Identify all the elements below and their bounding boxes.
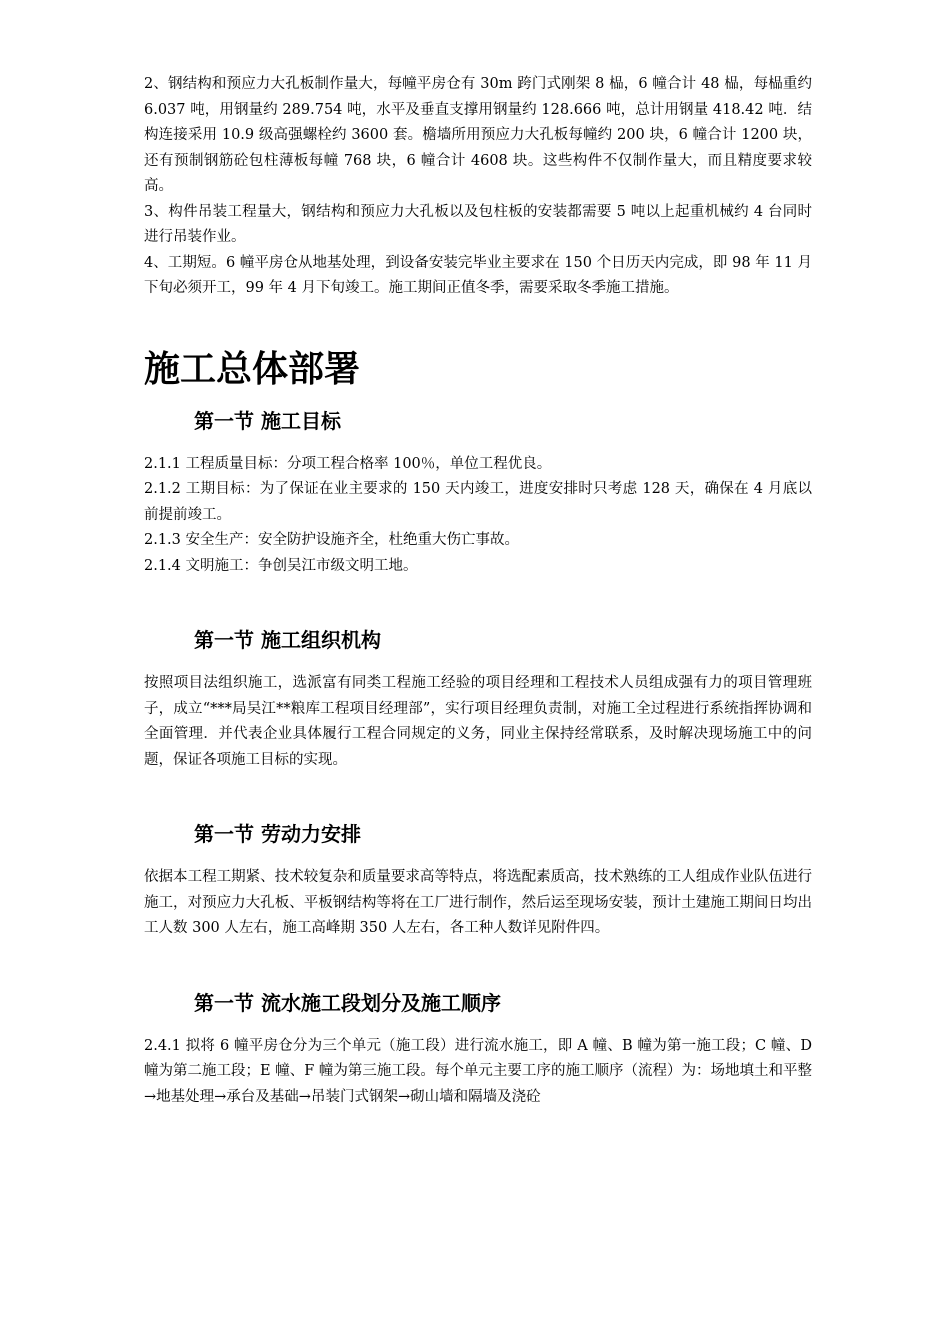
section-title-flow: 第一节 流水施工段划分及施工顺序 [194,990,501,1015]
goal-quality: 2.1.1 工程质量目标：分项工程合格率 100％，单位工程优良。 [144,455,552,472]
section-organization [144,625,812,773]
intro-paragraph-2: 2、钢结构和预应力大孔板制作量大，每幢平房仓有 30m 跨门式刚架 8 榀，6 幢合计 48 榀，每榀重约 6.037 吨，用钢量约 289.754 吨，水平及垂直支撑用钢量约 128.666 吨，总计用钢量 418.42 吨．结构连接采用 10.9 级高强螺栓约 3600 套。檐墙所用预应力大孔板每幢约 200 块，6 幢合计 1200 块，还有预制钢筋砼包柱薄板每幢 768 块，6 幢合计 4608 块。这些构件不仅制作量大，而且精度要求较高。 [144,76,812,194]
organization-paragraph: 按照项目法组织施工，选派富有同类工程施工经验的项目经理和工程技术人员组成强有力的项目管理班子，成立“***局吴江**粮库工程项目经理部”，实行项目经理负责制，对施工全过程进行系统指挥协调和全面管理．并代表企业具体履行工程合同规定的义务，同业主保持经常联系，及时解决现场施工中的问题，保证各项施工目标的实现。 [144,675,812,768]
intro-block [144,72,812,302]
goal-safety: 2.1.3 安全生产：安全防护设施齐全，杜绝重大伤亡事故。 [144,532,520,548]
section-title-organization: 第一节 施工组织机构 [194,628,381,652]
section-goals [144,406,812,580]
intro-paragraph-3: 3、构件吊装工程量大，钢结构和预应力大孔板以及包柱板的安装都需要 5 吨以上起重机械约 4 台同时进行吊装作业。 [144,203,812,245]
goal-schedule: 2.1.2 工期目标：为了保证在业主要求的 150 天内竣工，进度安排时只考虑 128 天，确保在 4 月底以前提前竣工。 [144,481,812,523]
labor-paragraph: 依据本工程工期紧、技术较复杂和质量要求高等特点，将选配素质高，技术熟练的工人组成作业队伍进行施工，对预应力大孔板、平板钢结构等将在工厂进行制作，然后运至现场安装，预计土建施工期间日均出工人数 300 人左右，施工高峰期 350 人左右，各工种人数详见附件四。 [144,869,812,936]
chapter-title: 施工总体部署 [144,348,361,390]
intro-paragraph-4: 4、工期短。6 幢平房仓从地基处理，到设备安装完毕业主要求在 150 个日历天内完成，即 98 年 11 月下旬必须开工，99 年 4 月下旬竣工。施工期间正值冬季，需要采取冬季施工措施。 [144,254,812,296]
section-title-labor: 第一节 劳动力安排 [194,822,361,846]
section-flow [144,988,812,1111]
section-title-goals: 第一节 施工目标 [194,408,341,433]
section-labor [144,819,812,942]
goal-civilized: 2.1.4 文明施工：争创吴江市级文明工地。 [144,557,418,574]
flow-paragraph: 2.4.1 拟将 6 幢平房仓分为三个单元（施工段）进行流水施工，即 A 幢、B 幢为第一施工段；C 幢、D 幢为第二施工段；E 幢、F 幢为第三施工段。每个单元主要工序的施工顺序（流程）为：场地填土和平整→地基处理→承台及基础→吊装门式钢架→砌山墙和隔墙及浇砼 [144,1037,812,1105]
document-page [144,72,812,1156]
